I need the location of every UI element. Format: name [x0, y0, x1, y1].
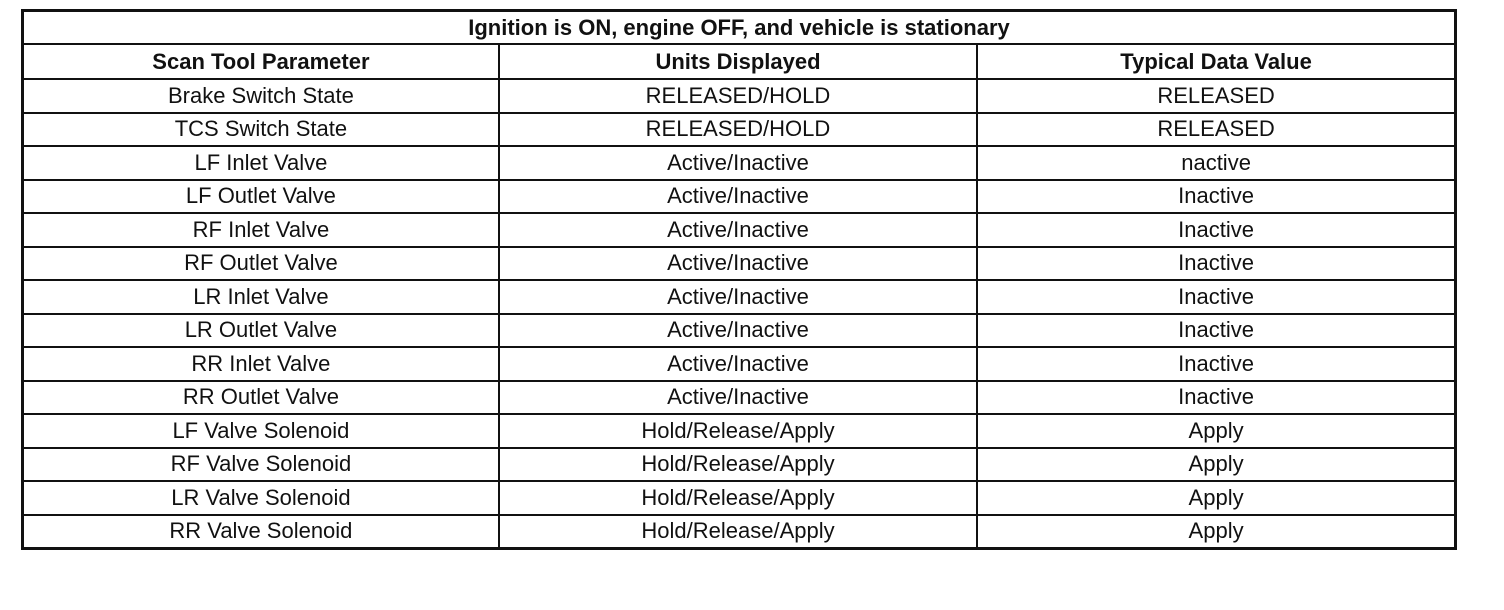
header-typical-data-value: Typical Data Value [977, 44, 1455, 79]
parameter-cell: RF Inlet Valve [23, 213, 499, 247]
table-row [23, 247, 1456, 281]
parameter-cell: LF Valve Solenoid [23, 414, 499, 448]
value-cell: RELEASED [977, 113, 1455, 147]
units-cell: Active/Inactive [499, 146, 977, 180]
value-cell: Inactive [977, 314, 1455, 348]
header-units-displayed: Units Displayed [499, 44, 977, 79]
units-cell: Active/Inactive [499, 347, 977, 381]
units-cell: RELEASED/HOLD [499, 79, 977, 113]
table-row [23, 381, 1456, 415]
value-cell: Inactive [977, 213, 1455, 247]
units-cell: Active/Inactive [499, 381, 977, 415]
table-row [23, 515, 1456, 549]
value-cell: RELEASED [977, 79, 1455, 113]
value-cell: nactive [977, 146, 1455, 180]
parameter-cell: RF Outlet Valve [23, 247, 499, 281]
value-cell: Apply [977, 414, 1455, 448]
table-row [23, 180, 1456, 214]
table-row [23, 481, 1456, 515]
units-cell: Hold/Release/Apply [499, 414, 977, 448]
scan-tool-data-table [21, 9, 1457, 550]
parameter-cell: LF Inlet Valve [23, 146, 499, 180]
value-cell: Apply [977, 515, 1455, 549]
table-row [23, 414, 1456, 448]
parameter-cell: RR Inlet Valve [23, 347, 499, 381]
units-cell: Hold/Release/Apply [499, 448, 977, 482]
value-cell: Inactive [977, 347, 1455, 381]
units-cell: Active/Inactive [499, 180, 977, 214]
parameter-cell: LF Outlet Valve [23, 180, 499, 214]
table-row [23, 448, 1456, 482]
units-cell: Active/Inactive [499, 247, 977, 281]
parameter-cell: RF Valve Solenoid [23, 448, 499, 482]
parameter-cell: Brake Switch State [23, 79, 499, 113]
units-cell: Active/Inactive [499, 314, 977, 348]
parameter-cell: TCS Switch State [23, 113, 499, 147]
units-cell: RELEASED/HOLD [499, 113, 977, 147]
parameter-cell: RR Outlet Valve [23, 381, 499, 415]
value-cell: Apply [977, 481, 1455, 515]
value-cell: Inactive [977, 180, 1455, 214]
table-body [23, 79, 1456, 549]
units-cell: Hold/Release/Apply [499, 481, 977, 515]
value-cell: Apply [977, 448, 1455, 482]
header-scan-tool-parameter: Scan Tool Parameter [23, 44, 499, 79]
table-header-row [23, 44, 1456, 79]
table-row [23, 280, 1456, 314]
parameter-cell: LR Valve Solenoid [23, 481, 499, 515]
table-title: Ignition is ON, engine OFF, and vehicle is stationary [23, 11, 1456, 45]
units-cell: Active/Inactive [499, 280, 977, 314]
parameter-cell: LR Outlet Valve [23, 314, 499, 348]
table-row [23, 347, 1456, 381]
table-row [23, 79, 1456, 113]
value-cell: Inactive [977, 247, 1455, 281]
table-row [23, 146, 1456, 180]
parameter-cell: RR Valve Solenoid [23, 515, 499, 549]
units-cell: Active/Inactive [499, 213, 977, 247]
value-cell: Inactive [977, 381, 1455, 415]
table-row [23, 314, 1456, 348]
table-row [23, 213, 1456, 247]
value-cell: Inactive [977, 280, 1455, 314]
table-row [23, 113, 1456, 147]
units-cell: Hold/Release/Apply [499, 515, 977, 549]
parameter-cell: LR Inlet Valve [23, 280, 499, 314]
table-title-row [23, 11, 1456, 45]
